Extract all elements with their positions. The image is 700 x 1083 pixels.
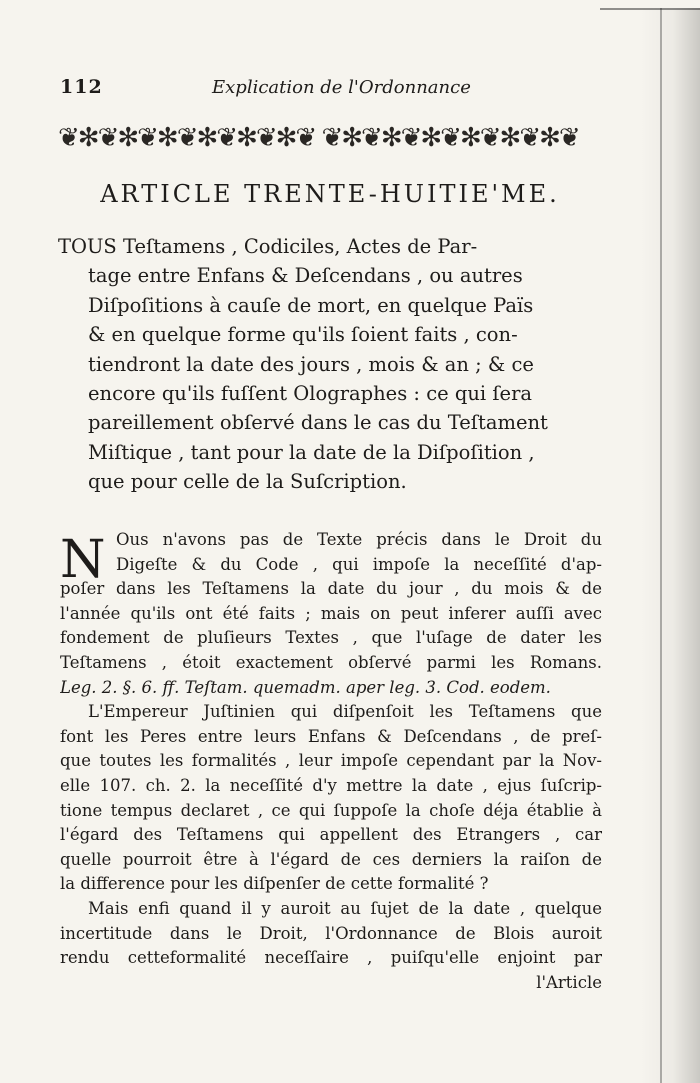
commentary-line: l'année qu'ils ont été faits ; mais on peut inferer auſſi avec xyxy=(60,603,602,623)
commentary-line: tione tempus declaret , ce qui ſuppoſe la choſe déja établie à xyxy=(60,800,602,820)
page-fold-line xyxy=(660,8,662,1083)
page-number: 112 xyxy=(60,76,103,98)
running-header xyxy=(60,76,600,104)
commentary-line: L'Empereur Juſtinien qui diſpenſoit les Teſtamens que xyxy=(88,702,602,722)
commentary-line: Teſtamens , étoit exactement obſervé parmi les Romans. xyxy=(60,652,602,672)
drop-cap: N xyxy=(60,530,106,590)
article-line: tiendront la date des jours , mois & an ; & ce xyxy=(88,352,534,376)
running-title: Explication de l'Ordonnance xyxy=(212,77,471,98)
commentary-line: poſer dans les Teſtamens la date du jour , du mois & de xyxy=(60,579,602,599)
article-heading: ARTICLE TRENTE-HUITIE'ME. xyxy=(100,180,560,208)
commentary-line: elle 107. ch. 2. la neceſſité d'y mettre la date , ejus ſuſcrip- xyxy=(60,775,602,795)
commentary-line: que toutes les formalités , leur impoſe cependant par la Nov- xyxy=(60,751,602,771)
catchword: l'Article xyxy=(536,972,602,992)
commentary-line: Digeſte & du Code , qui impoſe la neceſſité d'ap- xyxy=(116,554,602,574)
commentary-citation: Leg. 2. §. 6. ff. Teſtam. quemadm. aper leg. 3. Cod. eodem. xyxy=(60,677,551,697)
commentary-line: incertitude dans le Droit, l'Ordonnance de Blois auroit xyxy=(60,923,602,943)
commentary-line: Mais enfi quand il y auroit au ſujet de la date , quelque xyxy=(88,898,602,918)
commentary-line: rendu cetteformalité neceſſaire , puiſqu'elle enjoint par xyxy=(60,948,602,968)
article-line: tage entre Enfans & Deſcendans , ou autres xyxy=(88,264,523,288)
page-gutter-shadow xyxy=(640,8,700,1083)
commentary-line: font les Peres entre leurs Enfans & Deſcendans , de preſ- xyxy=(60,726,602,746)
article-line: Miſtique , tant pour la date de la Diſpoſition , xyxy=(88,440,535,464)
commentary-line: la difference pour les diſpenſer de cette formalité ? xyxy=(60,874,489,894)
article-line: encore qu'ils fuſſent Olographes : ce qui ſera xyxy=(88,382,533,406)
commentary-line: quelle pourroit être à l'égard de ces derniers la raiſon de xyxy=(60,849,602,869)
article-line: & en quelque forme qu'ils ſoient faits , con- xyxy=(88,323,518,347)
article-line: Diſpoſitions à cauſe de mort, en quelque Païs xyxy=(88,293,534,317)
commentary-line: Ous n'avons pas de Texte précis dans le Droit du xyxy=(116,530,602,549)
article-text xyxy=(58,232,606,497)
commentary-line: l'égard des Teſtamens qui appellent des Etrangers , car xyxy=(60,825,602,845)
commentary-line: fondement de pluſieurs Textes , que l'uſage de dater les xyxy=(60,628,602,648)
fleuron-band-icon: ❦✻❦✻❦✻❦✻❦✻❦✻❦ ❦✻❦✻❦✻❦✻❦✻❦✻❦ xyxy=(58,123,579,153)
article-line: que pour celle de la Suſcription. xyxy=(88,470,407,494)
article-line: TOUS Teſtamens , Codiciles, Actes de Par- xyxy=(58,235,478,258)
commentary-text xyxy=(60,528,602,995)
article-line: pareillement obſervé dans le cas du Teſtament xyxy=(88,411,548,435)
